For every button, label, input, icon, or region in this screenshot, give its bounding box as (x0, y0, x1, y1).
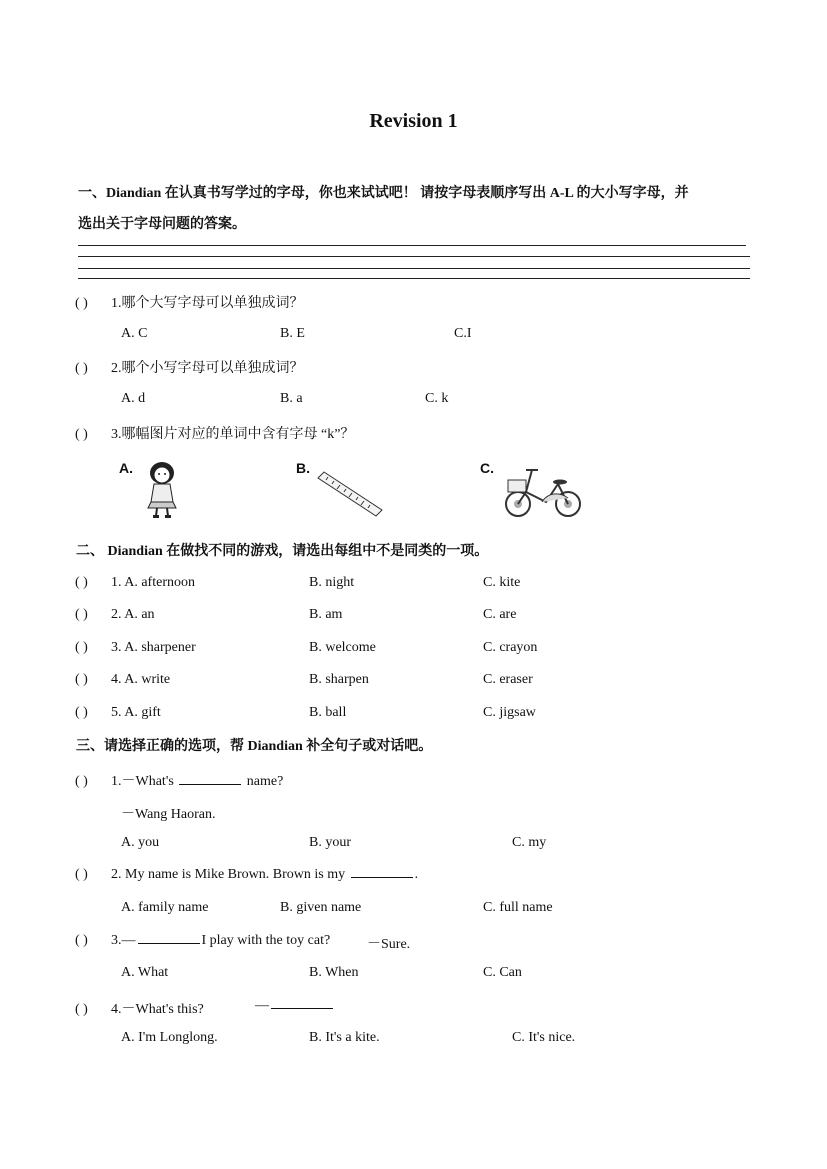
section1-heading-line1: 一、Diandian 在认真书写学过的字母，你也来试试吧！ 请按字母表顺序写出 A-L 的大小写字母，并 (78, 186, 689, 201)
option-c: C. crayon (483, 640, 538, 655)
question-stem-end: name? (246, 774, 284, 789)
option-b: B. am (309, 607, 343, 622)
question-stem-end: I play with the toy cat? (201, 933, 331, 948)
option-b: B. ball (309, 705, 347, 720)
fill-blank[interactable] (138, 942, 200, 944)
question-stem: 2. My name is Mike Brown. Brown is my (111, 867, 346, 882)
option-a: A. d (121, 391, 146, 406)
option-b: B. given name (280, 900, 362, 915)
option-b: B. E (280, 326, 305, 341)
option-a: A. family name (121, 900, 209, 915)
section1-heading-line2: 选出关于字母问题的答案。 (78, 217, 246, 232)
reply-text: －Sure. (367, 937, 411, 952)
answer-paren[interactable]: ( ) (75, 575, 88, 590)
question-row (75, 423, 354, 443)
option-b: B. sharpen (309, 672, 369, 687)
option-a: A. What (121, 965, 169, 980)
option-b: B. When (309, 965, 359, 980)
picture-option-a-label: A. (119, 460, 133, 476)
answer-paren[interactable]: ( ) (75, 361, 88, 376)
option-a: 1. A. afternoon (111, 575, 195, 590)
fill-blank[interactable] (179, 783, 241, 785)
question-row (75, 933, 330, 949)
question-stem: 3.哪幅图片对应的单词中含有字母 “k”？ (111, 427, 355, 442)
option-c: C. kite (483, 575, 521, 590)
option-c: C. k (425, 391, 449, 406)
option-c: C. eraser (483, 672, 533, 687)
option-a: 2. A. an (111, 607, 155, 622)
option-a: A. you (121, 835, 160, 850)
answer-paren[interactable]: ( ) (75, 867, 88, 882)
picture-option-c-label: C. (480, 460, 494, 476)
picture-option-b-label: B. (296, 460, 310, 476)
girl-icon (142, 458, 182, 520)
answer-paren[interactable]: ( ) (75, 427, 88, 442)
section3-heading: 三、请选择正确的选项，帮 Diandian 补全句子或对话吧。 (76, 739, 433, 754)
answer-paren[interactable]: ( ) (75, 296, 88, 311)
question-stem: 4.－What's this? (111, 1002, 204, 1017)
reply-text (255, 998, 335, 1014)
option-c: C. my (512, 835, 547, 850)
option-b: B. your (309, 835, 351, 850)
question-stem: 1.－What's (111, 774, 174, 789)
writing-line[interactable] (78, 278, 750, 279)
answer-paren[interactable]: ( ) (75, 705, 88, 720)
answer-paren[interactable]: ( ) (75, 640, 88, 655)
option-c: C. are (483, 607, 517, 622)
option-a: A. I'm Longlong. (121, 1030, 218, 1045)
option-b: B. welcome (309, 640, 376, 655)
page-title: Revision 1 (369, 110, 458, 132)
question-stem-end: . (414, 867, 419, 882)
ruler-icon (314, 470, 386, 520)
answer-line: －Wang Haoran. (121, 807, 216, 822)
option-a: 4. A. write (111, 672, 171, 687)
answer-paren[interactable]: ( ) (75, 607, 88, 622)
option-c: C. Can (483, 965, 522, 980)
option-b: B. It's a kite. (309, 1030, 380, 1045)
writing-line[interactable] (78, 256, 750, 257)
option-b: B. night (309, 575, 355, 590)
question-row (75, 998, 204, 1018)
answer-paren[interactable]: ( ) (75, 672, 88, 687)
answer-paren[interactable]: ( ) (75, 774, 88, 789)
question-stem: 1.哪个大写字母可以单独成词？ (111, 296, 304, 311)
writing-line[interactable] (78, 268, 750, 269)
option-c: C. full name (483, 900, 553, 915)
question-stem: 2.哪个小写字母可以单独成词？ (111, 361, 304, 376)
fill-blank[interactable] (351, 876, 413, 878)
question-row (75, 357, 304, 377)
option-c: C. jigsaw (483, 705, 536, 720)
question-row (75, 640, 196, 656)
question-row (75, 292, 304, 312)
answer-paren[interactable]: ( ) (75, 1002, 88, 1017)
question-stem: 3.— (111, 933, 136, 948)
question-row (75, 867, 418, 883)
question-row (75, 705, 161, 721)
writing-line[interactable] (78, 245, 746, 246)
reply-dash: — (255, 998, 269, 1013)
answer-paren[interactable]: ( ) (75, 933, 88, 948)
option-a: 5. A. gift (111, 705, 161, 720)
question-row (75, 575, 195, 591)
question-row (75, 672, 170, 688)
option-c: C. It's nice. (512, 1030, 576, 1045)
question-row (75, 770, 283, 790)
question-row (75, 607, 155, 623)
section2-heading: 二、 Diandian 在做找不同的游戏，请选出每组中不是同类的一项。 (76, 544, 489, 559)
option-a: 3. A. sharpener (111, 640, 196, 655)
option-c: C.I (454, 326, 472, 341)
option-b: B. a (280, 391, 303, 406)
option-a: A. C (121, 326, 148, 341)
fill-blank[interactable] (271, 1007, 333, 1009)
bike-icon (502, 462, 584, 520)
